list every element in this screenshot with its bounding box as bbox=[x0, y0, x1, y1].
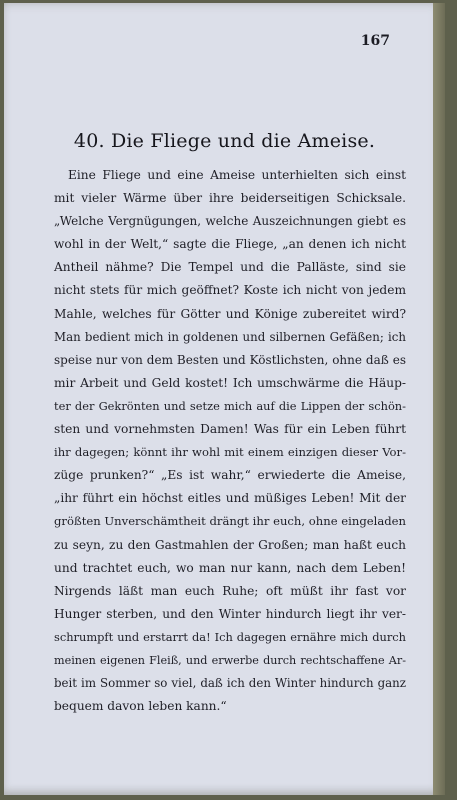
text-line: mit vieler Wärme über ihre beiderseitigen Schicksale. bbox=[54, 191, 406, 206]
page-edge bbox=[433, 3, 445, 795]
text-line: Hunger sterben, und den Winter hindurch liegt ihr ver- bbox=[54, 606, 406, 621]
text-line: wohl in der Welt,“ sagte die Fliege, „an denen ich nicht bbox=[54, 237, 406, 252]
body-text bbox=[54, 164, 406, 718]
text-line: Eine Fliege und eine Ameise unterhielten sich einst bbox=[68, 168, 406, 182]
text-line: und trachtet euch, wo man nur kann, nach dem Leben! bbox=[54, 560, 406, 575]
page-number: 167 bbox=[360, 33, 390, 49]
text-line: ihr dagegen; könnt ihr wohl mit einem einzigen dieser Vor- bbox=[54, 445, 406, 460]
text-line: „Welche Vergnügungen, welche Auszeichnungen giebt es bbox=[54, 214, 406, 229]
text-line: Antheil nähme? Die Tempel und die Palläste, sind sie bbox=[54, 260, 406, 275]
text-line: „ihr führt ein höchst eitles und müßiges Leben! Mit der bbox=[54, 491, 406, 506]
text-line: Mahle, welches für Götter und Könige zubereitet wird? bbox=[54, 306, 406, 321]
text-line: meinen eigenen Fleiß, und erwerbe durch rechtschaffene Ar- bbox=[54, 653, 406, 667]
text-line: Nirgends läßt man euch Ruhe; oft müßt ihr fast vor bbox=[54, 583, 406, 598]
text-line: mir Arbeit und Geld kostet! Ich umschwärme die Häup- bbox=[54, 375, 406, 390]
chapter-title: 40. Die Fliege und die Ameise. bbox=[73, 130, 376, 152]
book-page bbox=[4, 3, 445, 795]
text-line: bequem davon leben kann.“ bbox=[54, 699, 227, 714]
text-line: Man bedient mich in goldenen und silbernen Gefäßen; ich bbox=[54, 329, 406, 344]
text-line: ter der Gekrönten und setze mich auf die Lippen der schön- bbox=[54, 398, 406, 413]
text-line: schrumpft und erstarrt da! Ich dagegen ernähre mich durch bbox=[54, 629, 406, 644]
text-line: sten und vornehmsten Damen! Was für ein Leben führt bbox=[54, 422, 406, 437]
text-line: nicht stets für mich geöffnet? Koste ich nicht von jedem bbox=[54, 283, 406, 298]
text-line: beit im Sommer so viel, daß ich den Winter hindurch ganz bbox=[54, 676, 406, 691]
text-line: größten Unverschämtheit drängt ihr euch, ohne eingeladen bbox=[54, 514, 406, 529]
text-line: speise nur von dem Besten und Köstlichsten, ohne daß es bbox=[54, 352, 406, 367]
text-line: züge prunken?“ „Es ist wahr,“ erwiederte die Ameise, bbox=[54, 468, 406, 483]
text-line: zu seyn, zu den Gastmahlen der Großen; man haßt euch bbox=[54, 537, 406, 552]
